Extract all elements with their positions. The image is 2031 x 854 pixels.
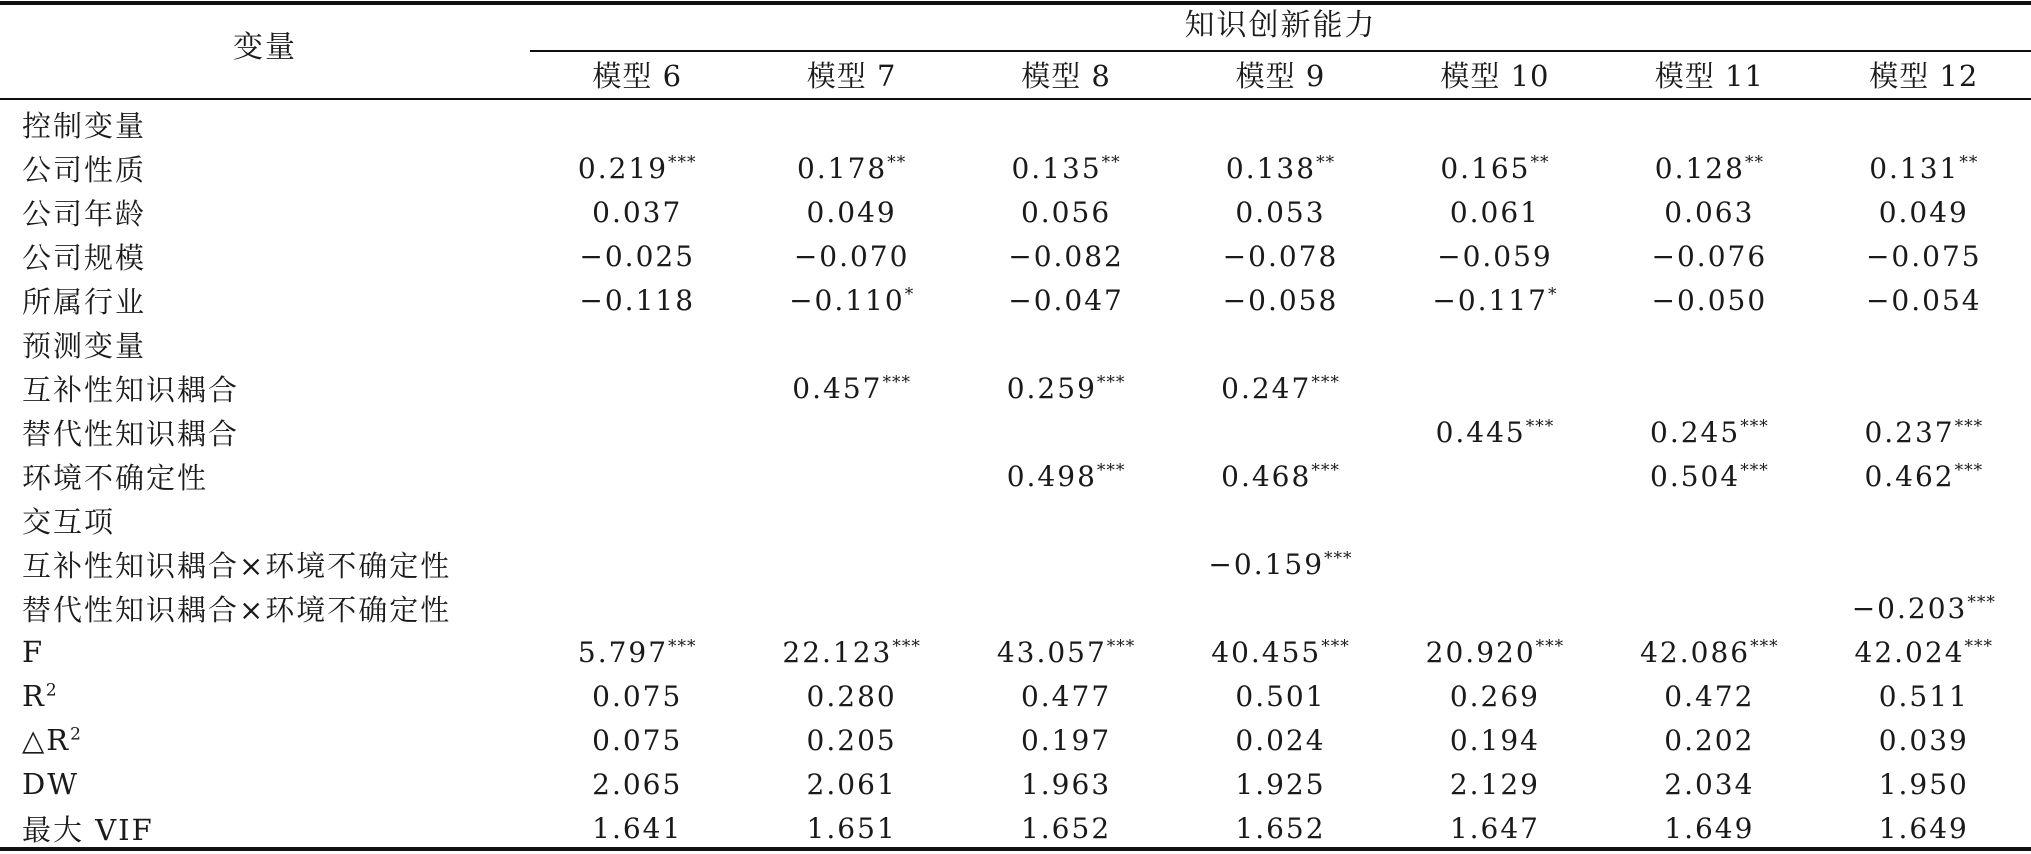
cell-value: 0.138 xyxy=(1225,151,1317,185)
table-row xyxy=(0,454,2031,498)
table-cell xyxy=(1388,768,1602,801)
row-label xyxy=(0,679,530,713)
significance-stars: *** xyxy=(1321,636,1350,657)
table-cell xyxy=(1173,724,1387,757)
row-label-text: 互补性知识耦合×环境不确定性 xyxy=(22,548,452,583)
row-label-text: 交互项 xyxy=(22,504,116,539)
table-cell xyxy=(959,460,1173,493)
significance-stars: *** xyxy=(1750,636,1779,657)
table-cell xyxy=(959,372,1173,405)
cell-value: 0.445 xyxy=(1435,415,1526,449)
table-cell xyxy=(1602,680,1816,713)
table-cell xyxy=(744,196,958,229)
row-label xyxy=(0,104,530,145)
table-cell xyxy=(1602,196,1816,229)
significance-stars: *** xyxy=(668,152,697,173)
table-cell xyxy=(1817,284,2031,317)
cell-value: 0.219 xyxy=(577,151,669,185)
row-label xyxy=(0,767,530,801)
cell-value: 0.049 xyxy=(1878,195,1969,229)
row-label-text: △R xyxy=(22,723,71,757)
significance-stars: *** xyxy=(1106,636,1136,657)
table-row xyxy=(0,806,2031,850)
table-cell xyxy=(1602,636,1816,669)
table-cell xyxy=(1602,416,1816,449)
table-row xyxy=(0,102,2031,146)
cell-value: −0.117 xyxy=(1432,283,1548,317)
table-cell xyxy=(1173,548,1387,581)
cell-value: 22.123 xyxy=(782,635,893,669)
cell-value: 0.237 xyxy=(1864,415,1955,449)
significance-stars: *** xyxy=(1535,636,1565,657)
cell-value: 0.498 xyxy=(1006,459,1097,493)
significance-stars: *** xyxy=(1096,460,1126,481)
table-cell xyxy=(1388,416,1602,449)
significance-stars: *** xyxy=(1967,592,1996,613)
significance-stars: *** xyxy=(668,636,697,657)
table-cell xyxy=(959,152,1173,185)
table-cell xyxy=(530,240,744,273)
table-cell xyxy=(1388,680,1602,713)
table-cell xyxy=(1388,284,1602,317)
cell-value: 0.472 xyxy=(1664,679,1755,713)
significance-stars: *** xyxy=(1954,460,1984,481)
cell-value: 0.024 xyxy=(1235,723,1326,757)
row-label-text: 公司规模 xyxy=(22,240,147,275)
row-label xyxy=(0,324,530,365)
significance-stars: * xyxy=(1547,284,1558,305)
row-label xyxy=(0,368,530,409)
row-label xyxy=(0,236,530,277)
cell-value: 0.075 xyxy=(592,723,683,757)
table-cell xyxy=(744,680,958,713)
table-cell xyxy=(1817,152,2031,185)
dependent-variable-header: 知识创新能力 xyxy=(1184,8,1377,43)
cell-value: 0.194 xyxy=(1449,723,1540,757)
table-row xyxy=(0,762,2031,806)
cell-value: 1.950 xyxy=(1878,767,1969,801)
cell-value: 0.039 xyxy=(1878,723,1969,757)
table-body xyxy=(0,102,2031,850)
table-cell xyxy=(1388,636,1602,669)
table-row xyxy=(0,278,2031,322)
table-cell xyxy=(744,812,958,845)
table-cell xyxy=(744,284,958,317)
table-cell xyxy=(1173,284,1387,317)
table-cell xyxy=(1817,196,2031,229)
row-label-text: 最大 VIF xyxy=(22,812,154,847)
table-cell xyxy=(1173,152,1387,185)
cell-value: −0.025 xyxy=(579,239,696,273)
cell-value: 0.504 xyxy=(1650,459,1741,493)
table-cell xyxy=(1817,460,2031,493)
cell-value: 0.457 xyxy=(792,371,883,405)
model-header: 模型 6 xyxy=(592,59,683,93)
row-label xyxy=(0,412,530,453)
model-header: 模型 9 xyxy=(1235,59,1326,93)
cell-value: −0.075 xyxy=(1865,239,1982,273)
cell-value: 0.269 xyxy=(1449,679,1540,713)
row-label-text: 互补性知识耦合 xyxy=(22,372,240,407)
row-label-text: R xyxy=(22,679,46,713)
row-label-text: 环境不确定性 xyxy=(22,460,209,495)
table-cell xyxy=(744,636,958,669)
cell-value: −0.050 xyxy=(1651,283,1768,317)
cell-value: 0.061 xyxy=(1449,195,1540,229)
row-label xyxy=(0,544,530,585)
cell-value: 1.649 xyxy=(1878,811,1969,845)
row-label-text: 公司性质 xyxy=(22,152,147,187)
significance-stars: *** xyxy=(1311,372,1340,393)
cell-value: 43.057 xyxy=(996,635,1107,669)
row-label xyxy=(0,148,530,189)
cell-value: −0.110 xyxy=(789,283,905,317)
table-row xyxy=(0,322,2031,366)
table-cell xyxy=(1173,680,1387,713)
significance-stars: *** xyxy=(1964,636,1994,657)
significance-stars: ** xyxy=(1101,152,1121,173)
cell-value: −0.076 xyxy=(1651,239,1768,273)
table-cell xyxy=(530,680,744,713)
cell-value: 0.245 xyxy=(1650,415,1741,449)
cell-value: −0.082 xyxy=(1008,239,1124,273)
table-cell xyxy=(959,284,1173,317)
significance-stars: * xyxy=(904,284,915,305)
table-cell xyxy=(1602,152,1816,185)
row-label xyxy=(0,456,530,497)
table-cell xyxy=(1173,812,1387,845)
significance-stars: ** xyxy=(887,152,907,173)
significance-stars: *** xyxy=(882,372,911,393)
cell-value: 0.259 xyxy=(1006,371,1097,405)
table-cell xyxy=(530,812,744,845)
table-cell xyxy=(959,768,1173,801)
cell-value: 2.034 xyxy=(1664,767,1755,801)
row-label-superscript: 2 xyxy=(70,724,82,745)
table-cell xyxy=(1173,636,1387,669)
row-label-text: 控制变量 xyxy=(22,108,147,143)
table-row xyxy=(0,234,2031,278)
table-cell xyxy=(1817,592,2031,625)
row-label xyxy=(0,588,530,629)
table-cell xyxy=(959,196,1173,229)
model-header: 模型 11 xyxy=(1654,59,1764,93)
row-label-text: DW xyxy=(22,767,80,801)
significance-stars: *** xyxy=(892,636,921,657)
table-cell xyxy=(959,636,1173,669)
header-bottom-rule xyxy=(0,98,2031,100)
table-cell xyxy=(959,680,1173,713)
row-label-text: 公司年龄 xyxy=(22,196,147,231)
significance-stars: *** xyxy=(1324,548,1353,569)
cell-value: 0.135 xyxy=(1011,151,1102,185)
cell-value: 20.920 xyxy=(1425,635,1536,669)
cell-value: 0.197 xyxy=(1020,723,1112,757)
row-label xyxy=(0,808,530,849)
row-label-text: 替代性知识耦合 xyxy=(22,416,240,451)
cell-value: −0.054 xyxy=(1865,283,1982,317)
cell-value: 1.963 xyxy=(1020,767,1112,801)
cell-value: 2.061 xyxy=(806,767,897,801)
table-cell xyxy=(959,812,1173,845)
cell-value: 0.280 xyxy=(806,679,897,713)
table-cell xyxy=(530,636,744,669)
cell-value: −0.078 xyxy=(1222,239,1339,273)
table-cell xyxy=(1173,196,1387,229)
table-cell xyxy=(1602,284,1816,317)
cell-value: −0.059 xyxy=(1437,239,1553,273)
table-cell xyxy=(1173,460,1387,493)
table-cell xyxy=(744,372,958,405)
table-cell xyxy=(744,724,958,757)
table-row xyxy=(0,410,2031,454)
table-row xyxy=(0,674,2031,718)
table-cell xyxy=(959,724,1173,757)
table-top-rule xyxy=(0,1,2031,5)
cell-value: 0.205 xyxy=(806,723,897,757)
significance-stars: ** xyxy=(1316,152,1336,173)
table-cell xyxy=(1602,768,1816,801)
row-label-superscript: 2 xyxy=(45,680,58,701)
cell-value: 0.056 xyxy=(1020,195,1112,229)
significance-stars: ** xyxy=(1744,152,1764,173)
table-cell xyxy=(530,152,744,185)
table-cell xyxy=(1388,196,1602,229)
cell-value: 42.086 xyxy=(1640,635,1751,669)
model-header: 模型 8 xyxy=(1021,59,1111,93)
table-cell xyxy=(530,768,744,801)
cell-value: 0.247 xyxy=(1221,371,1312,405)
table-cell xyxy=(1388,240,1602,273)
cell-value: 0.202 xyxy=(1664,723,1755,757)
table-cell xyxy=(1602,724,1816,757)
model-header: 模型 7 xyxy=(806,59,897,93)
cell-value: 42.024 xyxy=(1854,635,1965,669)
cell-value: −0.047 xyxy=(1008,283,1124,317)
row-label-text: 所属行业 xyxy=(22,284,147,319)
cell-value: 0.053 xyxy=(1235,195,1326,229)
cell-value: 0.511 xyxy=(1878,679,1969,713)
row-label xyxy=(0,500,530,541)
table-cell xyxy=(1388,152,1602,185)
cell-value: 0.165 xyxy=(1440,151,1531,185)
table-row xyxy=(0,630,2031,674)
table-cell xyxy=(1817,724,2031,757)
cell-value: −0.058 xyxy=(1222,283,1339,317)
table-cell xyxy=(1173,768,1387,801)
table-row xyxy=(0,718,2031,762)
cell-value: 0.075 xyxy=(592,679,683,713)
table-cell xyxy=(530,284,744,317)
table-cell xyxy=(530,196,744,229)
table-cell xyxy=(1817,768,2031,801)
cell-value: 0.128 xyxy=(1654,151,1745,185)
model-header-row xyxy=(530,56,2031,96)
cell-value: 1.649 xyxy=(1664,811,1755,845)
row-label-text: 替代性知识耦合×环境不确定性 xyxy=(22,592,452,627)
table-cell xyxy=(1817,680,2031,713)
cell-value: 1.652 xyxy=(1235,811,1326,845)
variable-column-header: 变量 xyxy=(233,30,297,65)
significance-stars: ** xyxy=(1530,152,1550,173)
table-cell xyxy=(1817,812,2031,845)
cell-value: 0.178 xyxy=(797,151,888,185)
significance-stars: *** xyxy=(1954,416,1984,437)
significance-stars: *** xyxy=(1740,416,1769,437)
table-row xyxy=(0,498,2031,542)
group-header-underline xyxy=(530,50,2031,52)
significance-stars: *** xyxy=(1740,460,1769,481)
table-row xyxy=(0,146,2031,190)
table-row xyxy=(0,542,2031,586)
table-row xyxy=(0,586,2031,630)
cell-value: −0.159 xyxy=(1208,547,1325,581)
cell-value: 0.131 xyxy=(1869,151,1960,185)
table-cell xyxy=(1817,240,2031,273)
significance-stars: ** xyxy=(1959,152,1979,173)
table-row xyxy=(0,190,2031,234)
table-row xyxy=(0,366,2031,410)
cell-value: 0.037 xyxy=(592,195,683,229)
cell-value: 1.651 xyxy=(806,811,897,845)
table-cell xyxy=(1602,240,1816,273)
row-label xyxy=(0,192,530,233)
table-cell xyxy=(744,152,958,185)
table-cell xyxy=(1817,636,2031,669)
cell-value: 0.501 xyxy=(1235,679,1326,713)
row-label-text: 预测变量 xyxy=(22,328,147,363)
table-bottom-rule xyxy=(0,847,2031,851)
cell-value: 1.652 xyxy=(1020,811,1112,845)
cell-value: 0.477 xyxy=(1020,679,1112,713)
cell-value: 0.063 xyxy=(1664,195,1755,229)
cell-value: 40.455 xyxy=(1211,635,1322,669)
table-cell xyxy=(1602,460,1816,493)
table-cell xyxy=(744,240,958,273)
table-cell xyxy=(1817,416,2031,449)
cell-value: −0.203 xyxy=(1851,591,1968,625)
table-cell xyxy=(959,240,1173,273)
table-cell xyxy=(530,724,744,757)
cell-value: 0.462 xyxy=(1864,459,1955,493)
table-cell xyxy=(1173,240,1387,273)
cell-value: 2.065 xyxy=(592,767,683,801)
significance-stars: *** xyxy=(1525,416,1555,437)
model-header: 模型 10 xyxy=(1440,59,1550,93)
significance-stars: *** xyxy=(1311,460,1340,481)
row-label-text: F xyxy=(22,635,45,669)
cell-value: 2.129 xyxy=(1449,767,1540,801)
table-cell xyxy=(1388,812,1602,845)
row-label xyxy=(0,723,530,757)
cell-value: 5.797 xyxy=(577,635,669,669)
row-label xyxy=(0,280,530,321)
cell-value: 0.468 xyxy=(1221,459,1312,493)
cell-value: 1.641 xyxy=(592,811,683,845)
model-header: 模型 12 xyxy=(1869,59,1979,93)
cell-value: 1.925 xyxy=(1235,767,1326,801)
cell-value: −0.118 xyxy=(579,283,696,317)
table-cell xyxy=(744,768,958,801)
table-cell xyxy=(1388,724,1602,757)
table-cell xyxy=(1173,372,1387,405)
cell-value: 0.049 xyxy=(806,195,897,229)
table-cell xyxy=(1602,812,1816,845)
cell-value: −0.070 xyxy=(793,239,910,273)
cell-value: 1.647 xyxy=(1449,811,1540,845)
row-label xyxy=(0,635,530,669)
significance-stars: *** xyxy=(1096,372,1126,393)
